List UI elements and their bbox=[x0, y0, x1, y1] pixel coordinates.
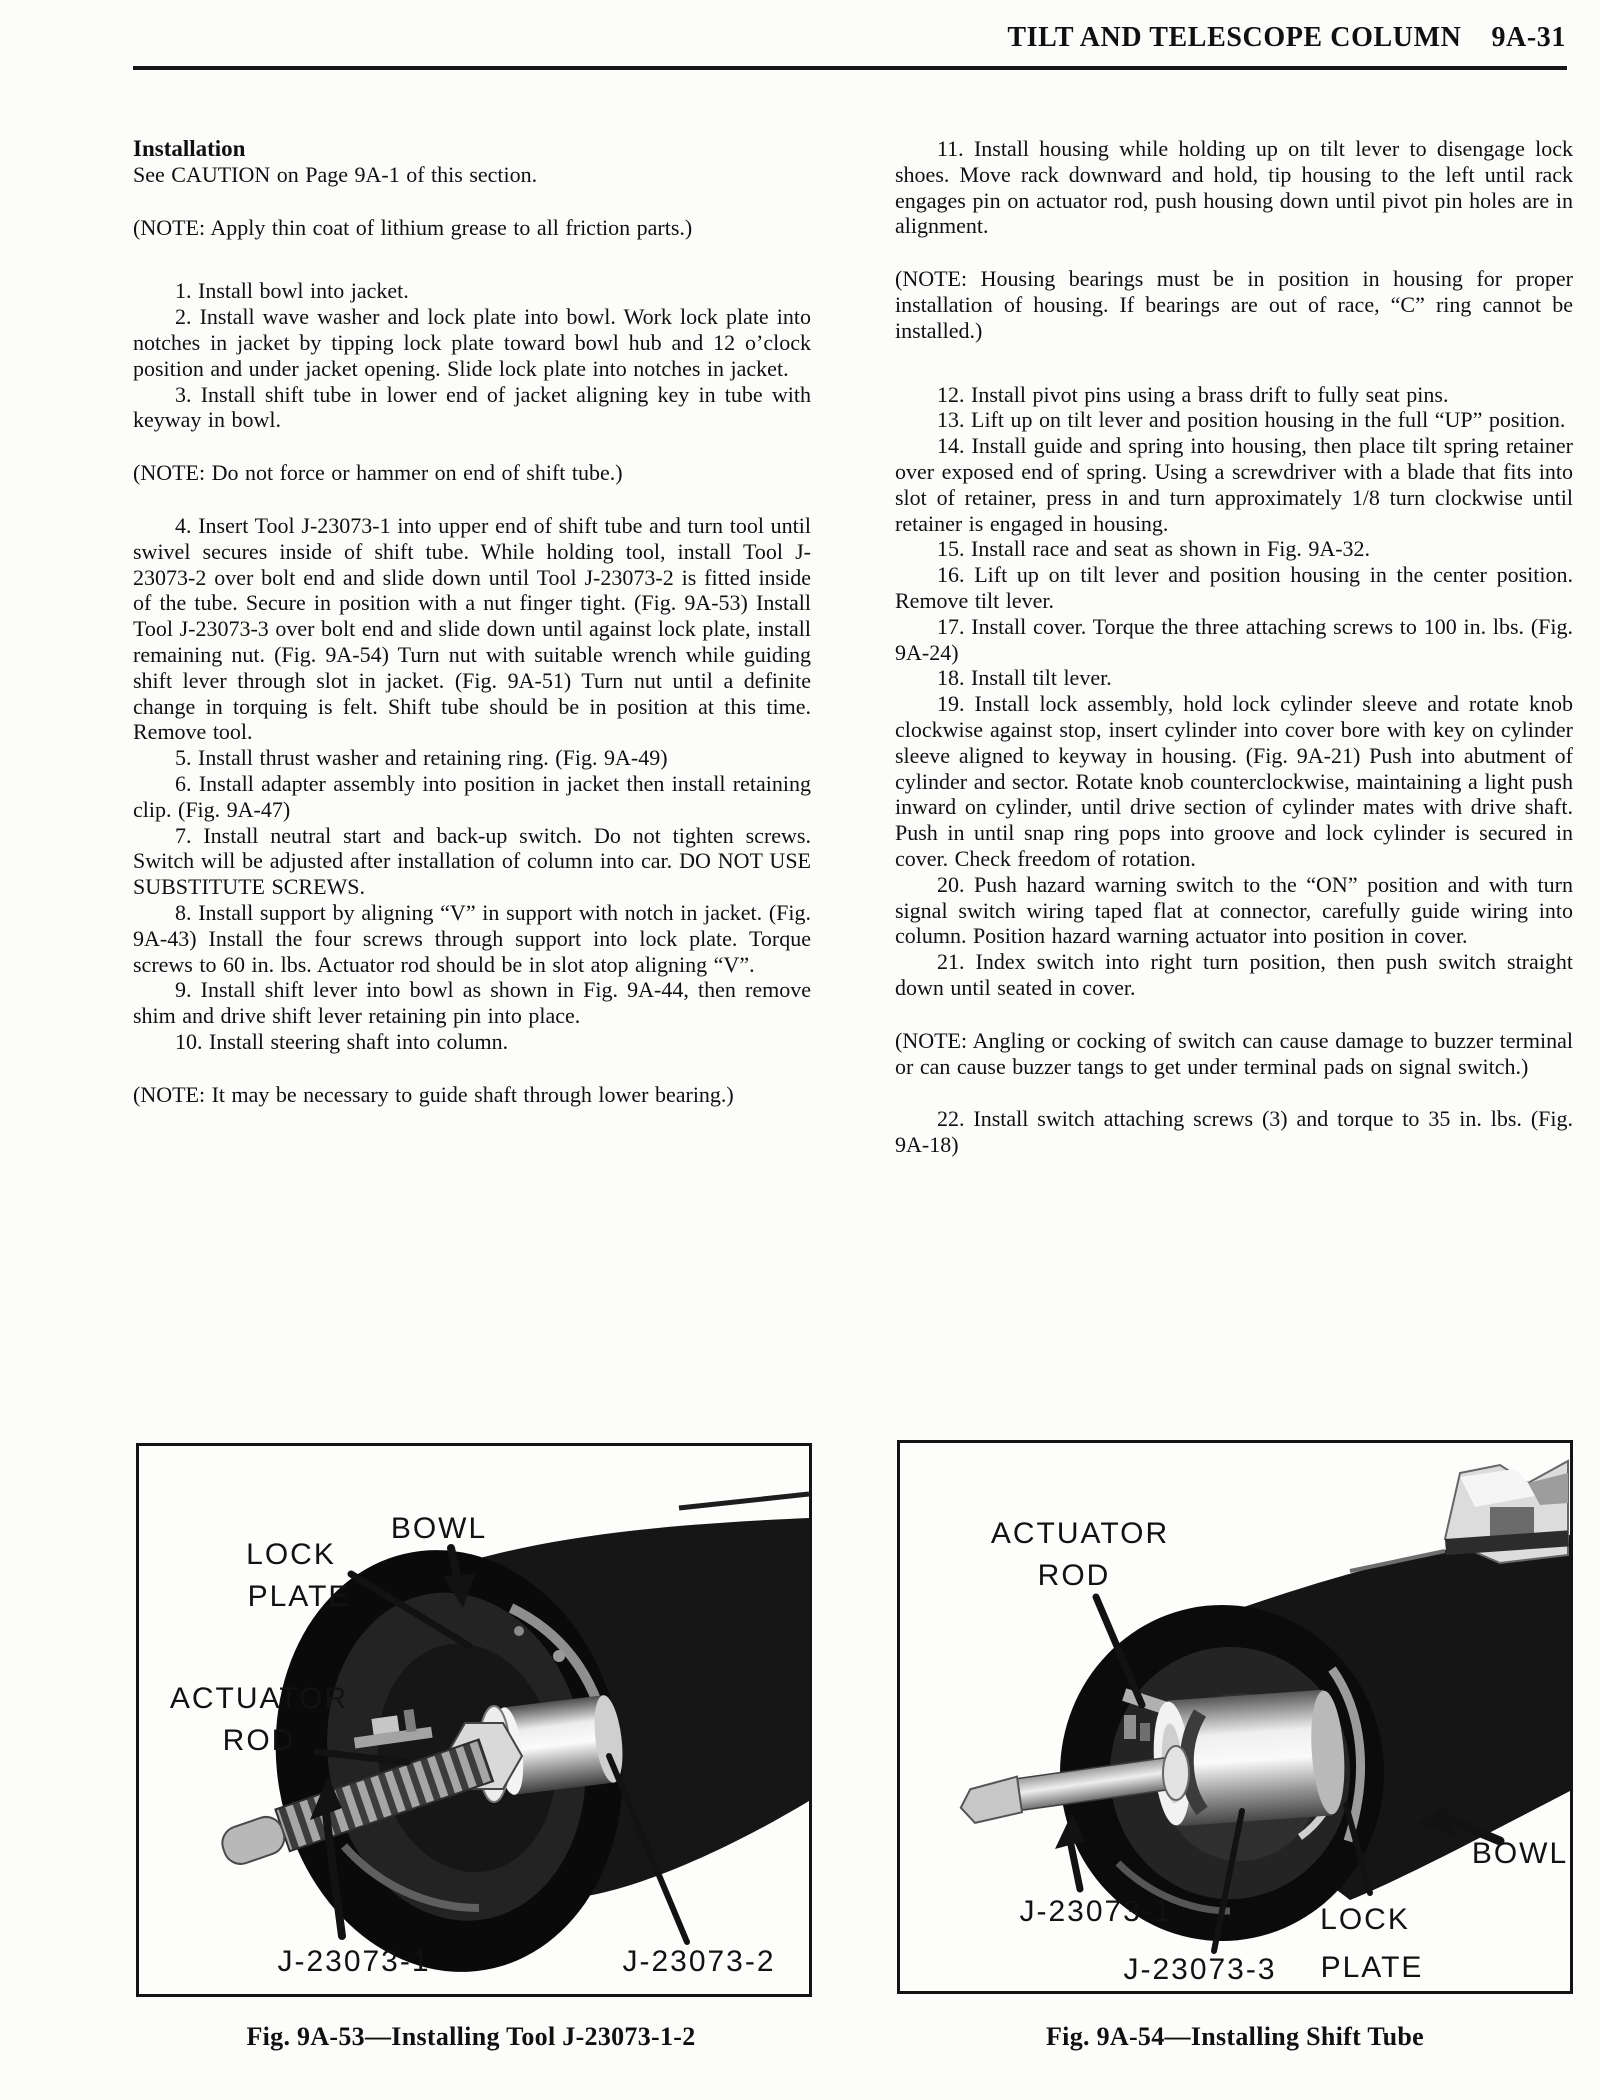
figure-9a53 bbox=[136, 1443, 812, 1997]
install-step-20: 20. Push hazard warning switch to the “ON” position and with turn signal switch wiring taped flat at connector, carefully guide wiring into column. Position hazard warning actuator into position in cover. bbox=[895, 871, 1573, 949]
install-step-3: 3. Install shift tube in lower end of jacket aligning key in tube with keyway in bowl. bbox=[133, 381, 811, 433]
actuator-rod-label: ROD bbox=[222, 1724, 296, 1757]
install-step-7: 7. Install neutral start and back-up switch. Do not tighten screws. Switch will be adjusted after installation of column into car. DO NOT USE SUBSTITUTE SCREWS. bbox=[133, 822, 811, 900]
tool-j23073-3-label: J-23073-3 bbox=[1123, 1953, 1277, 1986]
actuator-rod-label: ACTUATOR bbox=[990, 1517, 1170, 1550]
actuator-rod-label: ACTUATOR bbox=[169, 1682, 349, 1715]
tool-j23073-2-label: J-23073-2 bbox=[622, 1945, 776, 1978]
coupling-shape bbox=[1445, 1461, 1569, 1563]
column-left bbox=[133, 136, 811, 1108]
actuator-rod-label: ROD bbox=[1037, 1559, 1111, 1592]
install-step-8: 8. Install support by aligning “V” in support with notch in jacket. (Fig. 9A-43) Install the four screws through support into lock plate. Torque screws to 60 in. lbs. Actuator rod should be in slot atop aligning “V”. bbox=[133, 899, 811, 977]
install-step-22: 22. Install switch attaching screws (3) and torque to 35 in. lbs. (Fig. 9A-18) bbox=[895, 1106, 1573, 1158]
install-step-18: 18. Install tilt lever. bbox=[937, 665, 1112, 691]
install-step-2: 2. Install wave washer and lock plate into bowl. Work lock plate into notches in jacket by tipping lock plate toward bowl hub and 12 o’clock position and under jacket opening. Slide lock plate into notches in jacket. bbox=[133, 304, 811, 381]
column-right bbox=[895, 136, 1573, 1158]
bowl-label: BOWL bbox=[1471, 1837, 1569, 1870]
install-step-10: 10. Install steering shaft into column. bbox=[175, 1028, 509, 1054]
page-header bbox=[1007, 22, 1566, 54]
install-step-15: 15. Install race and seat as shown in Fig. 9A-32. bbox=[937, 536, 1371, 562]
note-grease: (NOTE: Apply thin coat of lithium grease to all friction parts.) bbox=[133, 214, 693, 240]
installation-heading: Installation bbox=[133, 136, 246, 161]
install-step-4: 4. Insert Tool J-23073-1 into upper end of shift tube and turn tool until swivel secures inside of shift tube. While holding tool, install Tool J-23073-2 over bolt end and slide down until Tool J-23073-2 is fitted inside of the tube. Secure in position with a nut finger tight. (Fig. 9A-53) Install Tool J-23073-3 over bolt end and slide down until against lock plate, install remaining nut. (Fig. 9A-54) Turn nut with suitable wrench while guiding shift lever through slot in jacket. (Fig. 9A-51) Turn nut until a definite change in torquing is felt. Shift tube should be in position at this time. Remove tool. bbox=[133, 512, 811, 745]
figure-9a54-caption: Fig. 9A-54—Installing Shift Tube bbox=[1045, 2022, 1425, 2051]
note-shift-tube: (NOTE: Do not force or hammer on end of shift tube.) bbox=[133, 460, 623, 486]
tool-j23073-1-label: J-23073-1 bbox=[1019, 1895, 1173, 1928]
bolt-head bbox=[553, 1650, 565, 1662]
note-switch-angle: (NOTE: Angling or cocking of switch can cause damage to buzzer terminal or can cause buzzer tangs to get under terminal pads on signal switch.) bbox=[895, 1027, 1573, 1079]
figure-9a54 bbox=[897, 1440, 1573, 1994]
nut-shape bbox=[1163, 1746, 1189, 1800]
note-housing-bearings: (NOTE: Housing bearings must be in position in housing for proper installation of housing. If bearings are out of race, “C” ring cannot be installed.) bbox=[895, 266, 1573, 343]
page-title: TILT AND TELESCOPE COLUMN bbox=[1007, 22, 1462, 53]
caution-reference: See CAUTION on Page 9A-1 of this section. bbox=[133, 161, 538, 187]
install-step-16: 16. Lift up on tilt lever and position housing in the center position. Remove tilt lever. bbox=[895, 562, 1573, 613]
bowl-label: BOWL bbox=[390, 1512, 488, 1545]
install-step-6: 6. Install adapter assembly into position in jacket then install retaining clip. (Fig. 9A-47) bbox=[133, 770, 811, 822]
install-step-14: 14. Install guide and spring into housing, then place tilt spring retainer over exposed end of spring. Using a screwdriver with a blade that fits into slot of retainer, press in and turn approximately 1/8 turn clockwise until retainer is engaged in housing. bbox=[895, 433, 1573, 536]
lock-plate-label: PLATE bbox=[247, 1580, 351, 1613]
lock-plate-label: LOCK bbox=[246, 1538, 336, 1571]
install-step-5: 5. Install thrust washer and retaining ring. (Fig. 9A-49) bbox=[175, 745, 668, 771]
figure-9a53-photo bbox=[139, 1446, 809, 1994]
install-step-11: 11. Install housing while holding up on tilt lever to disengage lock shoes. Move rack downward and hold, tip housing to the left until rack engages pin on actuator rod, push housing down until pivot pin holes are in alignment. bbox=[895, 136, 1573, 239]
page-number: 9A-31 bbox=[1491, 22, 1566, 53]
lock-plate-label: PLATE bbox=[1320, 1951, 1424, 1984]
figure-9a54-photo bbox=[900, 1443, 1570, 1991]
install-step-17: 17. Install cover. Torque the three attaching screws to 100 in. lbs. (Fig. 9A-24) bbox=[895, 613, 1573, 665]
tool-j23073-1-label: J-23073-1 bbox=[277, 1945, 431, 1978]
install-step-12: 12. Install pivot pins using a brass drift to fully seat pins. bbox=[937, 381, 1449, 407]
install-step-13: 13. Lift up on tilt lever and position housing in the full “UP” position. bbox=[937, 407, 1566, 433]
note-lower-bearing: (NOTE: It may be necessary to guide shaft through lower bearing.) bbox=[133, 1081, 734, 1107]
install-step-21: 21. Index switch into right turn position, then push switch straight down until seated in cover. bbox=[895, 949, 1573, 1000]
lock-plate-label: LOCK bbox=[1320, 1903, 1410, 1936]
header-divider bbox=[133, 66, 1567, 70]
bolt-head bbox=[514, 1626, 524, 1636]
install-step-19: 19. Install lock assembly, hold lock cylinder sleeve and rotate knob clockwise against stop, insert cylinder into cover bore with key on cylinder sleeve aligned to keyway in housing. (Fig. 9A-21) Push into abutment of cylinder and sector. Rotate knob counterclockwise, maintaining a light push inward on cylinder, until drive section of cylinder mates with drive shaft. Push in until snap ring pops into groove and lock cylinder is secured in cover. Check freedom of rotation. bbox=[895, 691, 1573, 871]
figure-9a53-caption: Fig. 9A-53—Installing Tool J-23073-1-2 bbox=[246, 2022, 696, 2051]
install-step-1: 1. Install bowl into jacket. bbox=[175, 278, 409, 304]
install-step-9: 9. Install shift lever into bowl as shown in Fig. 9A-44, then remove shim and drive shift lever retaining pin into place. bbox=[133, 977, 811, 1029]
